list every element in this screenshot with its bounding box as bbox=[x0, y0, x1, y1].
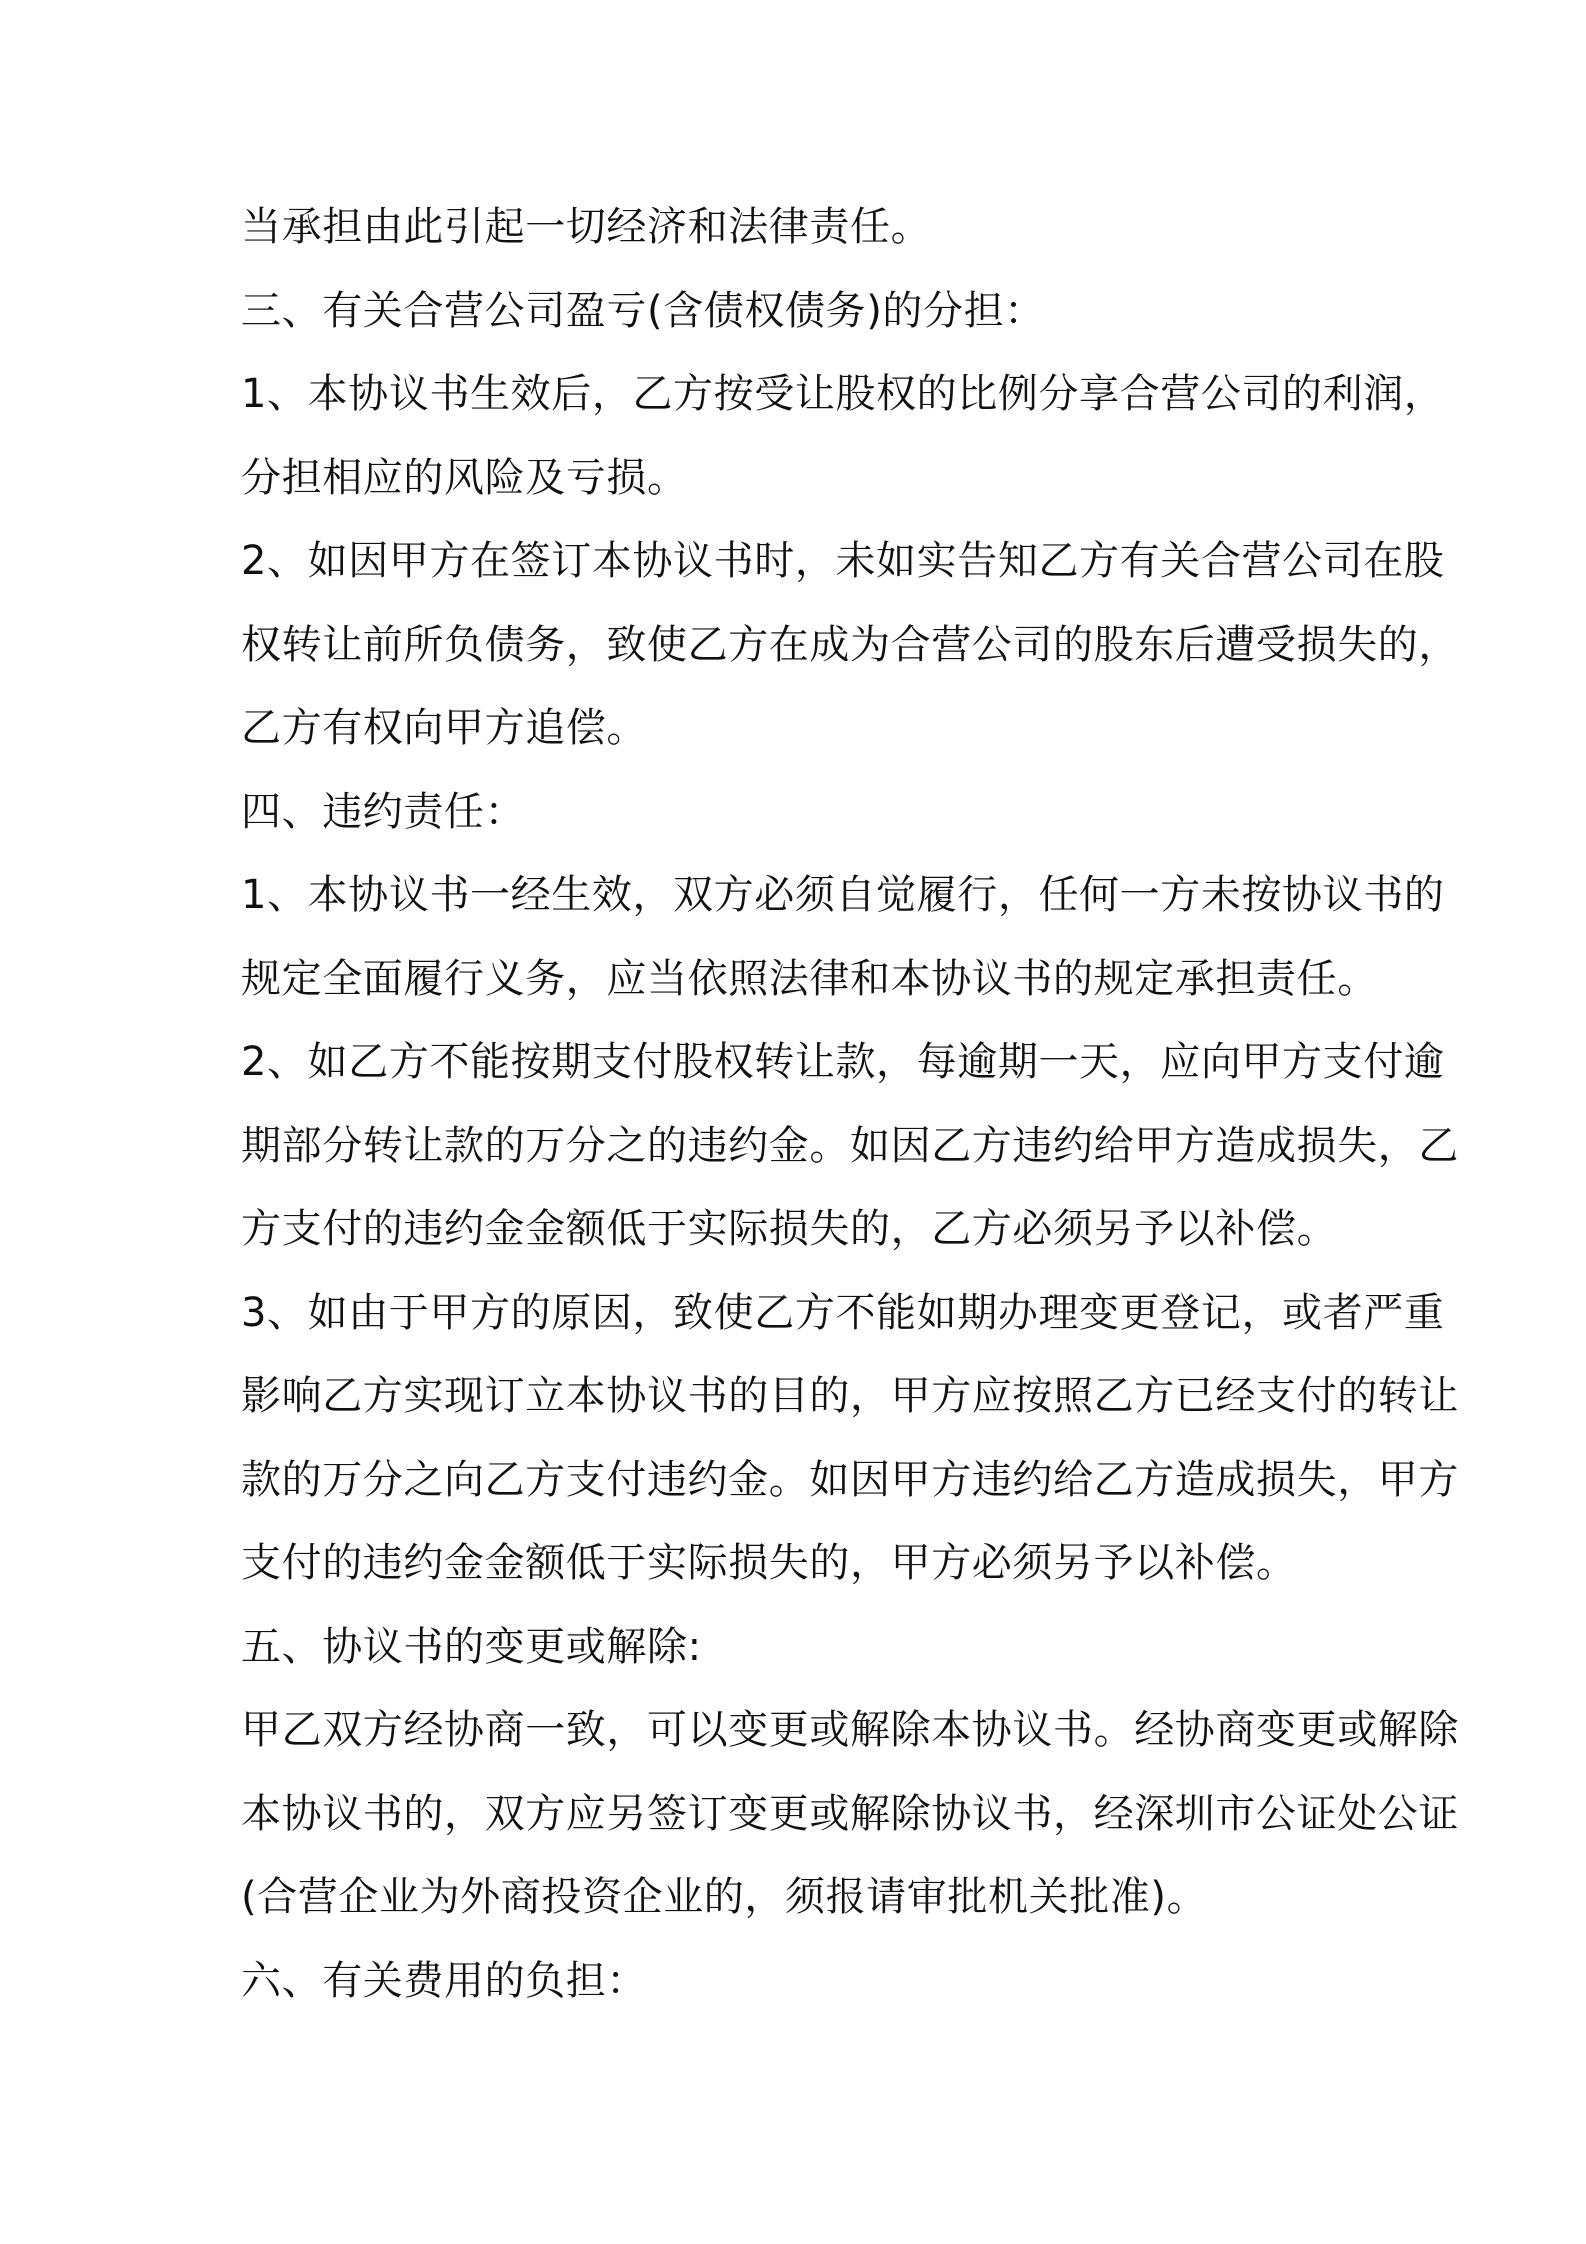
text-line: 方支付的违约金金额低于实际损失的，乙方必须另予以补偿。 bbox=[241, 1206, 1338, 1252]
text-line: 当承担由此引起一切经济和法律责任。 bbox=[241, 204, 932, 250]
text-line: 甲乙双方经协商一致，可以变更或解除本协议书。经协商变更或解除 bbox=[241, 1707, 1459, 1753]
text-line: 款的万分之向乙方支付违约金。如因甲方违约给乙方造成损失，甲方 bbox=[241, 1456, 1459, 1503]
text-line: 2、如因甲方在签订本协议书时，未如实告知乙方有关合营公司在股 bbox=[241, 538, 1445, 584]
section-heading: 五、协议书的变更或解除: bbox=[241, 1623, 702, 1670]
text-line: 期部分转让款的万分之的违约金。如因乙方违约给甲方造成损失，乙 bbox=[241, 1122, 1459, 1169]
text-line: (合营企业为外商投资企业的，须报请审批机关批准)。 bbox=[241, 1874, 1208, 1920]
section-heading: 四、违约责任： bbox=[241, 788, 526, 835]
text-line: 1、本协议书一经生效，双方必须自觉履行，任何一方未按协议书的 bbox=[241, 872, 1445, 918]
section-heading: 六、有关费用的负担： bbox=[241, 1957, 647, 2004]
section-heading: 三、有关合营公司盈亏(含债权债务)的分担： bbox=[241, 287, 1045, 334]
text-line: 乙方有权向甲方追偿。 bbox=[241, 705, 647, 751]
text-line: 1、本协议书生效后，乙方按受让股权的比例分享合营公司的利润， bbox=[241, 371, 1445, 417]
text-line: 影响乙方实现订立本协议书的目的，甲方应按照乙方已经支付的转让 bbox=[241, 1373, 1459, 1419]
text-line: 3、如由于甲方的原因，致使乙方不能如期办理变更登记，或者严重 bbox=[241, 1289, 1445, 1336]
text-line: 2、如乙方不能按期支付股权转让款，每逾期一天，应向甲方支付逾 bbox=[241, 1039, 1445, 1085]
text-line: 支付的违约金金额低于实际损失的，甲方必须另予以补偿。 bbox=[241, 1540, 1297, 1586]
text-line: 规定全面履行义务，应当依照法律和本协议书的规定承担责任。 bbox=[241, 955, 1378, 1002]
text-line: 分担相应的风险及亏损。 bbox=[241, 454, 688, 501]
text-line: 权转让前所负债务，致使乙方在成为合营公司的股东后遭受损失的， bbox=[241, 621, 1459, 668]
text-line: 本协议书的，双方应另签订变更或解除协议书，经深圳市公证处公证 bbox=[241, 1790, 1459, 1837]
document-body bbox=[241, 186, 1459, 2023]
